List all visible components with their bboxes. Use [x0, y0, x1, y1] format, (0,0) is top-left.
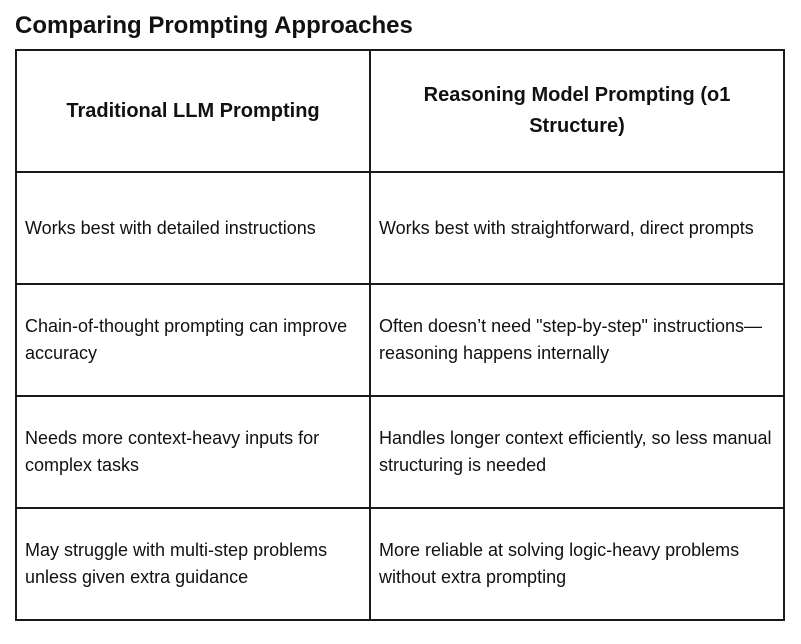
table-row — [16, 396, 784, 508]
table-cell-traditional: Chain-of-thought prompting can improve accuracy — [16, 284, 370, 396]
page-title: Comparing Prompting Approaches — [15, 12, 413, 39]
column-header-reasoning: Reasoning Model Prompting (o1 Structure) — [370, 50, 784, 172]
table-cell-traditional: Needs more context-heavy inputs for complex tasks — [16, 396, 370, 508]
table-cell-reasoning: More reliable at solving logic-heavy problems without extra prompting — [370, 508, 784, 620]
table-cell-reasoning: Handles longer context efficiently, so less manual structuring is needed — [370, 396, 784, 508]
table-header-row — [16, 50, 784, 172]
table-row — [16, 172, 784, 284]
table-cell-reasoning: Works best with straightforward, direct prompts — [370, 172, 784, 284]
column-header-traditional: Traditional LLM Prompting — [16, 50, 370, 172]
table-cell-traditional: May struggle with multi-step problems unless given extra guidance — [16, 508, 370, 620]
table-row — [16, 508, 784, 620]
table-cell-reasoning: Often doesn’t need "step-by-step" instructions—reasoning happens internally — [370, 284, 784, 396]
comparison-table — [15, 49, 785, 621]
table-cell-traditional: Works best with detailed instructions — [16, 172, 370, 284]
table-row — [16, 284, 784, 396]
